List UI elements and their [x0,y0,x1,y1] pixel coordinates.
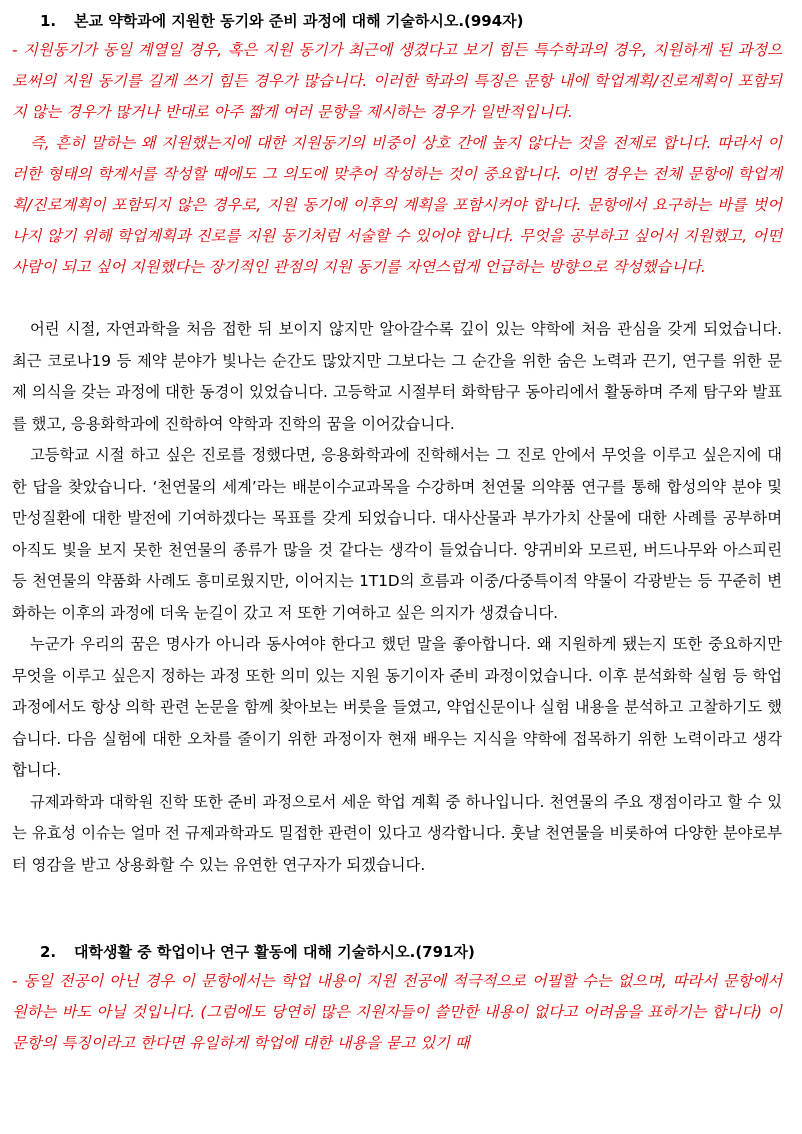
answer-paragraph: 누군가 우리의 꿈은 명사가 아니라 동사여야 한다고 했던 말을 좋아합니다. 왜 지원하게 됐는지 또한 중요하지만 무엇을 이루고 싶은지 정하는 과정 또한 의미 있는 지원 동기이자 준비 과정이었습니다. 이후 분석화학 실험 등 학업 과정에서도 항상 의학 관련 논문을 함께 찾아보는 버릇을 들였고, 약업신문이나 실험 내용을 분석하고 고찰하기도 했습니다. 다음 실험에 대한 오차를 줄이기 위한 과정이자 현재 배우는 지식을 약학에 접목하기 위한 노력이라고 생각합니다. [12,635,782,779]
section2-guide-paragraph: - 동일 전공이 아닌 경우 이 문항에서는 학업 내용이 지원 전공에 적극적으로 어필할 수는 없으며, 따라서 문항에서 원하는 바도 아닐 것입니다. (그럼에도 당연히 많은 지원자들이 쓸만한 내용이 없다고 어려움을 표하기는 합니다) 이 문항의 특징이라고 한다면 유일하게 학업에 대한 내용을 묻고 있기 때 [12,972,782,1052]
section1-answer [12,314,782,881]
answer-paragraph: 어린 시절, 자연과학을 처음 접한 뒤 보이지 않지만 알아갈수록 깊이 있는 약학에 처음 관심을 갖게 되었습니다. 최근 코로나19 등 제약 분야가 빛나는 순간도 많았지만 그보다는 그 순간을 위한 숨은 노력과 끈기, 연구를 위한 문제 의식을 갖는 과정에 대한 동경이 있었습니다. 고등학교 시절부터 화학탐구 동아리에서 활동하며 주제 탐구와 발표를 했고, 응용화학과에 진학하여 약학과 진학의 꿈을 이어갔습니다. [12,320,782,433]
section1-guide-paragraph: 즉, 흔히 말하는 왜 지원했는지에 대한 지원동기의 비중이 상호 간에 높지 않다는 것을 전제로 합니다. 따라서 이러한 형태의 학계서를 작성할 때에도 그 의도에 맞추어 작성하는 것이 중요합니다. 이번 경우는 전체 문항에 학업계획/진로계획이 포함되지 않은 경우로, 지원 동기에 이후의 계획을 포함시켜야 합니다. 문항에서 요구하는 바를 벗어나지 않기 위해 학업계획과 진로를 지원 동기처럼 서술할 수 있어야 합니다. 무엇을 공부하고 싶어서 지원했고, 어떤 사람이 되고 싶어 지원했다는 장기적인 관점의 지원 동기를 자연스럽게 언급하는 방향으로 작성했습니다. [12,134,782,276]
section1-heading [40,8,782,35]
section1-title: 본교 약학과에 지원한 동기와 준비 과정에 대해 기술하시오.(994자) [74,12,524,30]
section1-number: 1. [40,12,57,30]
spacer [12,283,782,314]
section2-title: 대학생활 중 학업이나 연구 활동에 대해 기술하시오.(791자) [74,943,475,961]
section1-guide-paragraph: - 지원동기가 동일 계열일 경우, 혹은 지원 동기가 최근에 생겼다고 보기 힘든 특수학과의 경우, 지원하게 된 과정으로써의 지원 동기를 길게 쓰기 힘든 경우가 많습니다. 이러한 학과의 특징은 문항 내에 학업계획/진로계획이 포함되지 않는 경우가 많거나 반대로 아주 짧게 여러 문항을 제시하는 경우가 일반적입니다. [12,41,782,121]
section2-heading [40,939,782,966]
section2-number: 2. [40,943,57,961]
section1-guide [12,35,782,283]
answer-paragraph: 고등학교 시절 하고 싶은 진로를 정했다면, 응용화학과에 진학해서는 그 진로 안에서 무엇을 이루고 싶은지에 대한 답을 찾았습니다. ‘천연물의 세계’라는 배분이수교과목을 수강하며 천연물 의약품 연구를 통해 합성의약 분야 및 만성질환에 대한 발전에 기여하겠다는 목표를 갖게 되었습니다. 대사산물과 부가가치 산물에 대한 사례를 공부하며 아직도 빛을 보지 못한 천연물의 종류가 많을 것 같다는 생각이 들었습니다. 양귀비와 모르핀, 버드나무와 아스피린 등 천연물의 약품화 사례도 흥미로웠지만, 이어지는 1T1D의 흐름과 이중/다중특이적 약물이 각광받는 등 꾸준히 변화하는 이후의 과정에 더욱 눈길이 갔고 저 또한 기여하고 싶은 의지가 생겼습니다. [12,446,782,622]
section2-guide [12,966,782,1059]
answer-paragraph: 규제과학과 대학원 진학 또한 준비 과정으로서 세운 학업 계획 중 하나입니다. 천연물의 주요 쟁점이라고 할 수 있는 유효성 이슈는 얼마 전 규제과학과도 밀접한 관련이 있다고 생각합니다. 훗날 천연물을 비롯하여 다양한 분야로부터 영감을 받고 상용화할 수 있는 유연한 연구자가 되겠습니다. [12,792,782,874]
spacer [12,881,782,939]
